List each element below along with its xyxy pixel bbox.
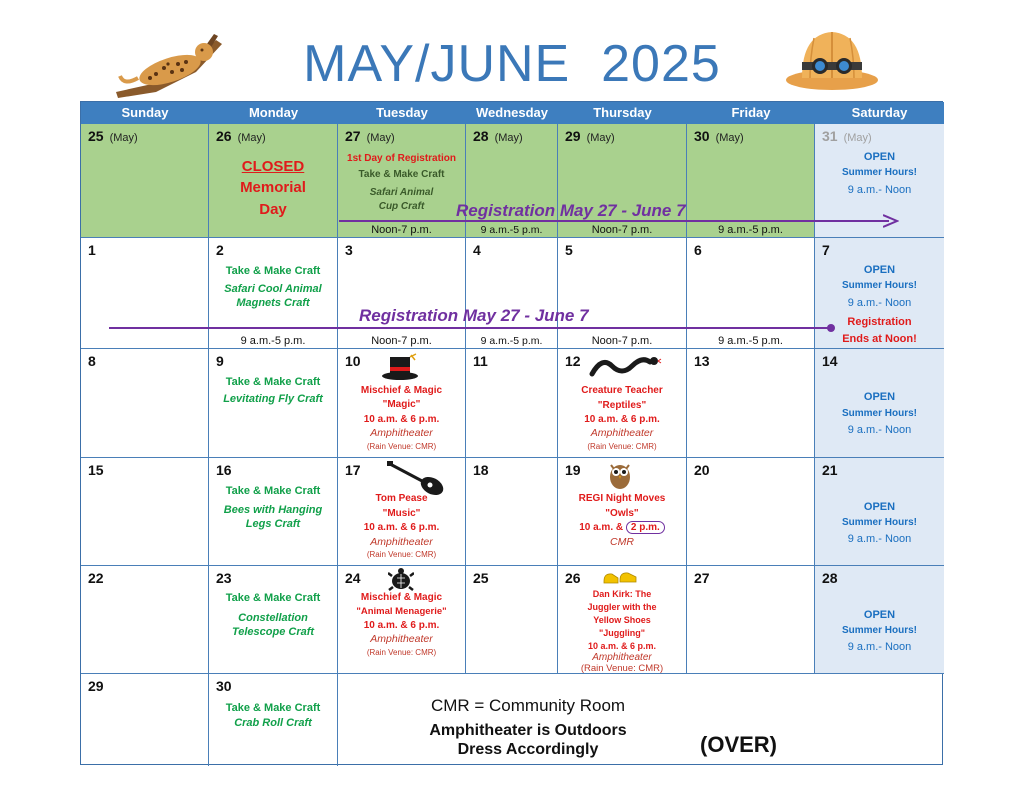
calendar-grid — [80, 101, 943, 765]
event-line: 10 a.m. & 6 p.m. — [363, 414, 440, 425]
open-label: OPEN — [863, 609, 896, 621]
event-line: 10 a.m. & 6 p.m. — [363, 522, 440, 533]
event-line: (Rain Venue: CMR) — [580, 663, 664, 674]
note-amphitheater: Amphitheater is Outdoors — [429, 722, 627, 739]
day-cell — [209, 566, 338, 674]
month-label: (May) — [237, 132, 266, 144]
hours-label: 9 a.m.-5 p.m. — [480, 335, 543, 347]
event-line: Take & Make Craft — [225, 485, 321, 497]
day-header-tuesday: Tuesday — [338, 102, 466, 124]
event-line: Juggler with the — [587, 602, 657, 612]
day-number: 25 — [473, 570, 489, 586]
event-line: Telescope Craft — [231, 626, 315, 638]
day-cell — [81, 349, 209, 458]
event-line: Legs Craft — [245, 518, 301, 530]
open-label: OPEN — [863, 151, 896, 163]
event-line: Ends at Noon! — [842, 333, 917, 345]
magic-hat-icon — [380, 352, 420, 382]
day-cell — [558, 458, 687, 566]
event-line: 10 a.m. & 6 p.m. — [587, 641, 657, 651]
event-line: Amphitheater — [592, 652, 652, 663]
day-number: 19 — [565, 462, 581, 478]
hours-label: Noon-7 p.m. — [591, 224, 653, 236]
open-label: OPEN — [863, 391, 896, 403]
dot-icon — [826, 323, 836, 333]
day-number: 3 — [345, 242, 353, 258]
event-line: Dan Kirk: The — [592, 589, 652, 599]
hours-label: Noon-7 p.m. — [371, 224, 432, 236]
snake-icon — [588, 352, 662, 380]
event-line: (Rain Venue: CMR) — [366, 648, 437, 657]
hours-label: 9 a.m.- Noon — [847, 424, 912, 436]
day-cell — [338, 349, 466, 458]
summer-hours-label: Summer Hours! — [841, 625, 917, 636]
day-number: 22 — [88, 570, 104, 586]
day-cell — [466, 238, 558, 349]
month-label: (May) — [715, 132, 744, 144]
day-cell — [687, 566, 815, 674]
day-cell — [209, 349, 338, 458]
event-line: Mischief & Magic — [360, 385, 443, 396]
event-line: Levitating Fly Craft — [223, 393, 323, 405]
summer-hours-label: Summer Hours! — [841, 517, 917, 528]
day-cell — [209, 674, 338, 766]
hours-label: 9 a.m.- Noon — [847, 297, 912, 309]
day-number: 18 — [473, 462, 489, 478]
day-number: 28 — [473, 128, 489, 144]
day-number: 15 — [88, 462, 104, 478]
day-header-sunday: Sunday — [81, 102, 209, 124]
month-label: (May) — [366, 132, 395, 144]
day-header-saturday: Saturday — [815, 102, 944, 124]
day-number: 27 — [694, 570, 710, 586]
day-number: 31 — [822, 128, 838, 144]
event-line: Amphitheater — [370, 536, 433, 548]
circled-time: 2 p.m. — [626, 521, 665, 534]
month-label: (May) — [109, 132, 138, 144]
registration-banner: Registration May 27 - June 7 — [359, 306, 589, 325]
registration-banner: Registration May 27 - June 7 — [456, 201, 686, 220]
day-number: 6 — [694, 242, 702, 258]
day-cell — [81, 238, 209, 349]
day-header-friday: Friday — [687, 102, 815, 124]
day-cell — [81, 124, 209, 238]
hours-label: 9 a.m.-5 p.m. — [240, 335, 306, 347]
open-label: OPEN — [863, 264, 896, 276]
event-line — [558, 521, 686, 535]
event-line: Take & Make Craft — [358, 169, 445, 180]
day-number: 2 — [216, 242, 224, 258]
event-line: "Reptiles" — [597, 400, 647, 411]
event-line: REGI Night Moves — [578, 493, 666, 504]
month-label: (May) — [843, 132, 872, 144]
day-number: 30 — [216, 678, 232, 694]
day-number: 5 — [565, 242, 573, 258]
event-line: "Animal Menagerie" — [356, 606, 447, 617]
event-line: 10 a.m. & 6 p.m. — [584, 414, 660, 425]
safari-hat-icon — [784, 28, 880, 94]
day-cell — [81, 458, 209, 566]
leopard-icon — [112, 26, 224, 98]
day-cell — [815, 458, 944, 566]
event-time: 10 a.m. & — [579, 522, 626, 533]
holiday-label: Day — [259, 201, 287, 218]
day-header-thursday: Thursday — [558, 102, 687, 124]
hours-label: 9 a.m.- Noon — [847, 533, 912, 545]
month-label: (May) — [586, 132, 615, 144]
event-line: (Rain Venue: CMR) — [366, 442, 437, 451]
summer-hours-label: Summer Hours! — [841, 280, 917, 291]
guitar-icon — [386, 460, 448, 496]
event-line: Constellation — [238, 612, 308, 624]
day-number: 20 — [694, 462, 710, 478]
day-number: 25 — [88, 128, 104, 144]
day-cell — [209, 238, 338, 349]
day-cell — [209, 458, 338, 566]
day-cell — [815, 349, 944, 458]
day-cell — [558, 238, 687, 349]
hours-label: 9 a.m.- Noon — [847, 184, 912, 196]
hours-label: 9 a.m.-5 p.m. — [718, 224, 783, 236]
day-number: 1 — [88, 242, 96, 258]
owl-icon — [608, 460, 632, 490]
event-line: Take & Make Craft — [225, 592, 321, 604]
event-line: Safari Cool Animal — [224, 283, 322, 295]
event-line: Amphitheater — [370, 633, 433, 645]
event-line: Crab Roll Craft — [234, 717, 312, 729]
event-line: 1st Day of Registration — [347, 153, 456, 164]
event-line: Take & Make Craft — [225, 376, 321, 388]
day-number: 23 — [216, 570, 232, 586]
day-cell — [687, 238, 815, 349]
note-cmr: CMR = Community Room — [430, 696, 626, 715]
event-line: Amphitheater — [370, 427, 433, 439]
page-title: MAY/JUNE 2025 — [303, 35, 721, 93]
day-cell — [558, 349, 687, 458]
day-number: 27 — [345, 128, 361, 144]
notes-cell — [338, 674, 944, 766]
note-dress: Dress Accordingly — [457, 741, 599, 758]
event-line: "Music" — [382, 508, 421, 519]
event-line: Registration — [847, 316, 912, 328]
event-line: "Juggling" — [598, 628, 646, 638]
open-label: OPEN — [863, 501, 896, 513]
day-cell — [466, 458, 558, 566]
summer-hours-label: Summer Hours! — [841, 167, 917, 178]
day-number: 26 — [216, 128, 232, 144]
day-number: 24 — [345, 570, 361, 586]
event-line: Amphitheater — [590, 427, 654, 439]
day-number: 13 — [694, 353, 710, 369]
day-header-wednesday: Wednesday — [466, 102, 558, 124]
day-cell — [815, 566, 944, 674]
yellow-shoes-icon — [602, 569, 638, 587]
registration-line — [109, 327, 831, 329]
day-number: 4 — [473, 242, 481, 258]
day-cell — [81, 566, 209, 674]
day-number: 11 — [473, 353, 488, 369]
day-number: 21 — [822, 462, 838, 478]
day-number: 29 — [565, 128, 581, 144]
event-line: "Magic" — [382, 399, 421, 410]
event-line: Take & Make Craft — [225, 265, 321, 277]
day-cell — [558, 566, 687, 674]
day-cell — [687, 458, 815, 566]
day-header-monday: Monday — [209, 102, 338, 124]
day-cell — [209, 124, 338, 238]
turtle-icon — [388, 568, 414, 592]
day-cell — [466, 566, 558, 674]
hours-label: 9 a.m.-5 p.m. — [718, 335, 783, 347]
event-line: Tom Pease — [375, 493, 428, 504]
event-line: Take & Make Craft — [225, 702, 321, 714]
day-cell — [338, 458, 466, 566]
event-line: Cup Craft — [378, 201, 425, 212]
day-number: 12 — [565, 353, 581, 369]
event-line: Safari Animal — [369, 187, 434, 198]
event-line: (Rain Venue: CMR) — [366, 550, 437, 559]
event-line: Yellow Shoes — [593, 615, 651, 625]
day-cell — [338, 238, 466, 349]
month-label: (May) — [494, 132, 523, 144]
arrow-right-icon — [883, 214, 899, 228]
event-line: 10 a.m. & 6 p.m. — [363, 620, 440, 631]
day-cell — [466, 349, 558, 458]
day-number: 29 — [88, 678, 104, 694]
event-line: Magnets Craft — [236, 297, 310, 309]
event-line: "Owls" — [605, 508, 639, 519]
hours-label: Noon-7 p.m. — [371, 335, 432, 347]
day-cell — [81, 674, 209, 766]
over-label: (OVER) — [700, 732, 777, 757]
day-number: 8 — [88, 353, 96, 369]
day-cell — [338, 566, 466, 674]
closed-label: CLOSED — [241, 158, 305, 175]
day-number: 28 — [822, 570, 838, 586]
event-line: CMR — [610, 536, 634, 548]
day-number: 17 — [345, 462, 361, 478]
day-number: 16 — [216, 462, 232, 478]
event-line: Mischief & Magic — [360, 592, 443, 603]
day-number: 7 — [822, 242, 830, 258]
day-number: 30 — [694, 128, 710, 144]
day-number: 26 — [565, 570, 581, 586]
event-line: Bees with Hanging — [223, 504, 323, 516]
event-line: (Rain Venue: CMR) — [587, 442, 657, 451]
day-number: 14 — [822, 353, 838, 369]
holiday-label: Memorial — [240, 179, 306, 196]
day-cell — [687, 349, 815, 458]
summer-hours-label: Summer Hours! — [841, 408, 917, 419]
event-line: Creature Teacher — [581, 385, 663, 396]
hours-label: 9 a.m.-5 p.m. — [480, 224, 543, 236]
day-number: 10 — [345, 353, 361, 369]
hours-label: 9 a.m.- Noon — [847, 641, 912, 653]
hours-label: Noon-7 p.m. — [591, 335, 653, 347]
day-number: 9 — [216, 353, 224, 369]
